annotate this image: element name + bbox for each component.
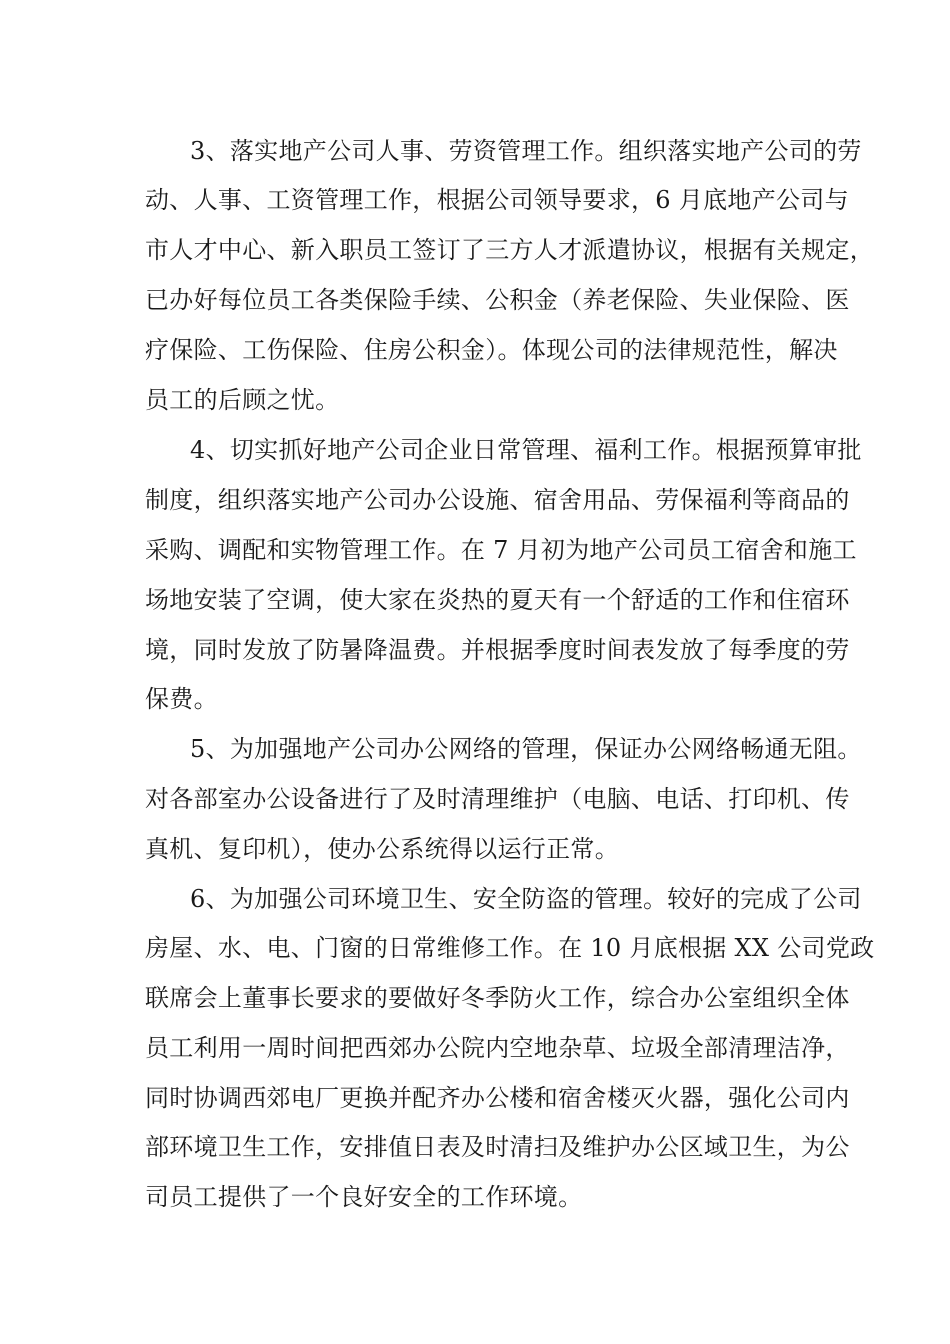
paragraph-6-line-5: 同时协调西郊电厂更换并配齐办公楼和宿舍楼灭火器，强化公司内 [145, 1084, 850, 1112]
paragraph-4-line-2: 制度，组织落实地产公司办公设施、宿舍用品、劳保福利等商品的 [145, 486, 850, 514]
paragraph-5-line-2: 对各部室办公设备进行了及时清理维护（电脑、电话、打印机、传 [145, 785, 850, 813]
paragraph-4-line-4: 场地安装了空调，使大家在炎热的夏天有一个舒适的工作和住宿环 [145, 586, 850, 614]
paragraph-4-line-1: 4、切实抓好地产公司企业日常管理、福利工作。根据预算审批 [190, 436, 862, 464]
paragraph-3-line-4: 已办好每位员工各类保险手续、公积金（养老保险、失业保险、医 [145, 286, 850, 314]
paragraph-6-line-4: 员工利用一周时间把西郊办公院内空地杂草、垃圾全部清理洁净， [145, 1034, 850, 1062]
paragraph-3-line-3: 市人才中心、新入职员工签订了三方人才派遣协议，根据有关规定， [145, 236, 874, 264]
paragraph-6-line-3: 联席会上董事长要求的要做好冬季防火工作，综合办公室组织全体 [145, 984, 850, 1012]
paragraph-4-line-6: 保费。 [145, 685, 218, 713]
paragraph-6-line-2: 房屋、水、电、门窗的日常维修工作。在 10 月底根据 XX 公司党政 [145, 934, 875, 962]
paragraph-6-line-6: 部环境卫生工作，安排值日表及时清扫及维护办公区域卫生，为公 [145, 1133, 850, 1161]
paragraph-5-line-3: 真机、复印机），使办公系统得以运行正常。 [145, 835, 619, 863]
paragraph-3-line-2: 动、人事、工资管理工作，根据公司领导要求，6 月底地产公司与 [145, 186, 849, 214]
paragraph-5-line-1: 5、为加强地产公司办公网络的管理，保证办公网络畅通无阻。 [190, 735, 862, 763]
paragraph-4-line-3: 采购、调配和实物管理工作。在 7 月初为地产公司员工宿舍和施工 [145, 536, 857, 564]
paragraph-6-line-7: 司员工提供了一个良好安全的工作环境。 [145, 1183, 583, 1211]
paragraph-4-line-5: 境，同时发放了防暑降温费。并根据季度时间表发放了每季度的劳 [145, 636, 850, 664]
paragraph-3-line-1: 3、落实地产公司人事、劳资管理工作。组织落实地产公司的劳 [190, 137, 862, 165]
paragraph-3-line-5: 疗保险、工伤保险、住房公积金）。体现公司的法律规范性，解决 [145, 336, 838, 364]
paragraph-6-line-1: 6、为加强公司环境卫生、安全防盗的管理。较好的完成了公司 [190, 885, 862, 913]
paragraph-3-line-6: 员工的后顾之忧。 [145, 386, 340, 414]
